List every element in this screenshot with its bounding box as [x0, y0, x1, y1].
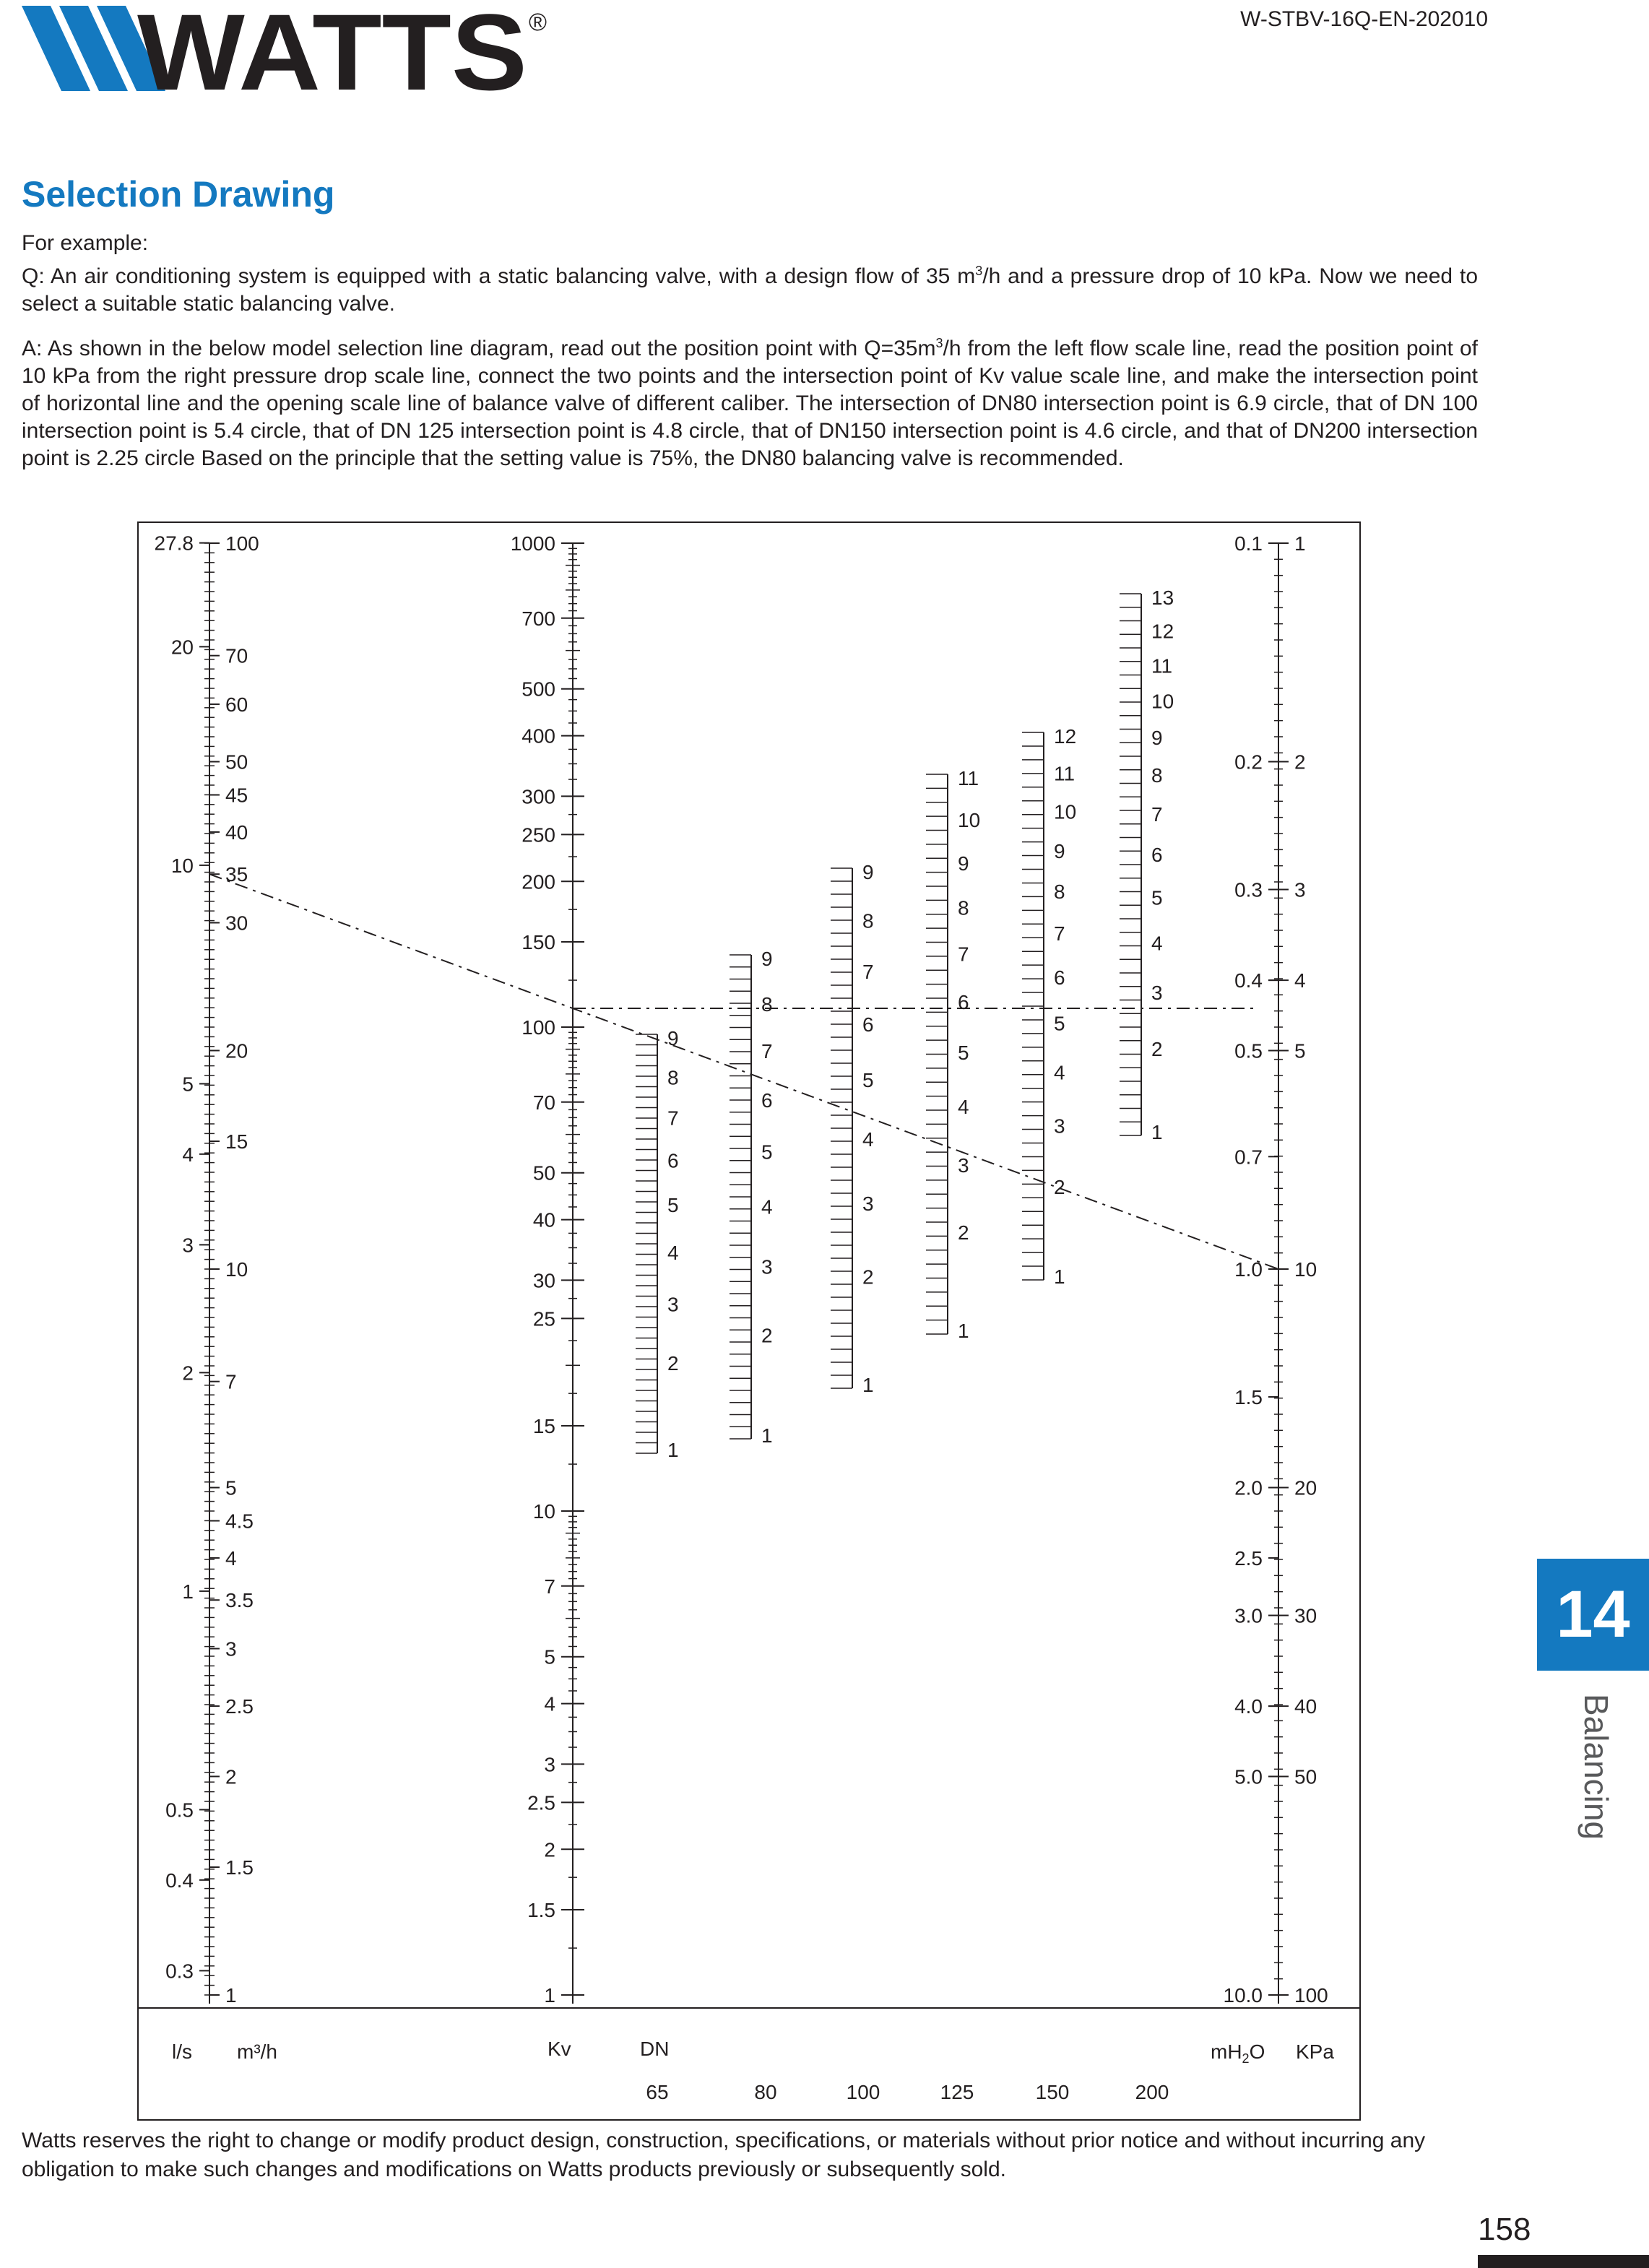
dn-200-label: 10 — [1151, 690, 1174, 713]
dn-150-label: 6 — [1054, 966, 1065, 989]
example-diagonal-line — [209, 874, 1278, 1269]
dn-100-label: 4 — [862, 1127, 874, 1151]
dn-200-label: 5 — [1151, 886, 1163, 909]
dn-200-label: 13 — [1151, 587, 1174, 609]
nomogram-frame — [138, 522, 1360, 2120]
question-superscript: 3 — [975, 264, 983, 278]
dn-80-label: 2 — [761, 1324, 773, 1347]
pressure-kpa-label: 20 — [1294, 1476, 1317, 1499]
pressure-mh2o-label: 0.1 — [1234, 532, 1263, 555]
unit-mh2o — [1211, 2040, 1265, 2066]
dn-size-150: 150 — [1035, 2081, 1070, 2103]
unit-mh2o-sub: 2 — [1242, 2051, 1250, 2066]
selection-nomogram — [137, 521, 1361, 2121]
dn-125-label: 6 — [958, 991, 969, 1014]
flow-ls-label: 0.3 — [165, 1960, 194, 1983]
kv-label: 30 — [532, 1269, 555, 1292]
flow-ls-label: 10 — [170, 854, 194, 877]
dn-125-label: 5 — [958, 1042, 969, 1065]
flow-m3h-label: 10 — [225, 1258, 248, 1281]
dn-150-label: 3 — [1054, 1114, 1065, 1138]
flow-m3h-label: 60 — [225, 693, 248, 716]
dn-150-label: 10 — [1054, 800, 1077, 823]
dn-size-125: 125 — [940, 2081, 974, 2103]
dn-150-label: 11 — [1054, 762, 1075, 785]
dn-65-label: 2 — [667, 1352, 679, 1375]
dn-100-label: 8 — [862, 909, 874, 932]
flow-m3h-label: 3 — [225, 1637, 237, 1661]
pressure-mh2o-label: 2.0 — [1234, 1476, 1263, 1499]
pressure-kpa-label: 50 — [1294, 1765, 1317, 1788]
dn-150-label: 1 — [1054, 1265, 1065, 1288]
dn-125-label: 11 — [958, 767, 979, 789]
section-title: Selection Drawing — [22, 174, 335, 215]
dn-80-label: 8 — [761, 992, 773, 1016]
flow-m3h-label: 45 — [225, 784, 248, 807]
flow-ls-label: 3 — [182, 1234, 194, 1257]
dn-65-label: 7 — [667, 1107, 679, 1130]
scale-axes — [209, 543, 1278, 2004]
example-answer — [22, 329, 1478, 472]
dn-65-label: 5 — [667, 1194, 679, 1217]
kv-label: 500 — [521, 678, 555, 701]
dn-100-label: 2 — [862, 1265, 874, 1289]
scale-unit-labels — [172, 2038, 1334, 2066]
kv-label: 70 — [532, 1091, 555, 1114]
kv-label: 3 — [544, 1753, 555, 1776]
answer-text-start: A: As shown in the below model selection line diagram, read out the position point with Q=35m — [22, 337, 936, 360]
flow-m3h-label: 1 — [225, 1984, 237, 2007]
flow-m3h-label: 2.5 — [225, 1695, 254, 1718]
flow-m3h-label: 35 — [225, 863, 248, 886]
dn-150-label: 12 — [1054, 725, 1077, 748]
dn-size-200: 200 — [1135, 2081, 1169, 2103]
dn-200-label: 8 — [1151, 764, 1163, 787]
unit-ls: l/s — [172, 2040, 192, 2063]
kv-label: 7 — [544, 1575, 555, 1598]
question-text-end: /h and a pressure drop of 10 kPa. Now we need to select a suitable static balancing valve. — [22, 264, 1479, 316]
pressure-mh2o-label: 2.5 — [1234, 1546, 1263, 1570]
dn-125-label: 1 — [958, 1320, 969, 1342]
kv-label: 1 — [544, 1984, 555, 2007]
dn-200-label: 2 — [1151, 1038, 1163, 1061]
unit-mh2o-base: mH — [1211, 2040, 1242, 2063]
flow-ls-label: 2 — [182, 1362, 194, 1385]
dn-200-label: 6 — [1151, 844, 1163, 867]
kv-label: 1000 — [510, 532, 555, 555]
dn-200-label: 12 — [1151, 620, 1174, 643]
example-intro: For example: — [22, 231, 149, 255]
flow-m3h-label: 2 — [225, 1765, 237, 1788]
dn-100-label: 1 — [862, 1374, 874, 1396]
kv-label: 4 — [544, 1692, 555, 1715]
dn-150-label: 7 — [1054, 922, 1065, 945]
flow-m3h-label: 4 — [225, 1546, 237, 1570]
dn-125-label: 7 — [958, 943, 969, 966]
pressure-mh2o-label: 0.4 — [1234, 969, 1263, 992]
dn-100-label: 5 — [862, 1068, 874, 1091]
dn-200-label: 4 — [1151, 932, 1163, 955]
flow-ls-label: 27.8 — [154, 532, 194, 555]
pressure-mh2o-label: 0.7 — [1234, 1146, 1263, 1169]
pressure-kpa-label: 1 — [1294, 532, 1306, 555]
dn-125-label: 3 — [958, 1154, 969, 1177]
unit-kpa: KPa — [1296, 2040, 1334, 2063]
dn-150-label: 4 — [1054, 1061, 1065, 1084]
kv-label: 2 — [544, 1838, 555, 1861]
kv-label: 100 — [521, 1016, 555, 1039]
answer-superscript: 3 — [935, 336, 943, 350]
pressure-mh2o-label: 0.3 — [1234, 878, 1263, 901]
kv-label: 700 — [521, 607, 555, 630]
page-number: 158 — [1478, 2212, 1531, 2247]
dn-80-label: 1 — [761, 1424, 773, 1447]
dn-125-label: 9 — [958, 852, 969, 875]
flow-m3h-label: 15 — [225, 1130, 248, 1154]
kv-label: 250 — [521, 823, 555, 847]
pressure-kpa-label: 100 — [1294, 1984, 1328, 2007]
pressure-kpa-label: 5 — [1294, 1039, 1306, 1062]
flow-m3h-label: 4.5 — [225, 1510, 254, 1533]
pressure-kpa-label: 4 — [1294, 969, 1306, 992]
pressure-kpa-label: 2 — [1294, 750, 1306, 774]
pressure-kpa-label: 3 — [1294, 878, 1306, 901]
dn-100-label: 9 — [862, 861, 874, 883]
flow-m3h-label: 30 — [225, 912, 248, 935]
flow-m3h-label: 5 — [225, 1476, 237, 1499]
kv-label: 10 — [532, 1500, 555, 1523]
kv-label: 15 — [532, 1415, 555, 1438]
dn-200-label: 7 — [1151, 802, 1163, 826]
unit-m3h: m³/h — [237, 2040, 277, 2063]
question-text-start: Q: An air conditioning system is equipped with a static balancing valve, with a design flow of 35 m — [22, 264, 976, 288]
pressure-mh2o-label: 4.0 — [1234, 1695, 1263, 1718]
logo-wordmark: WATTS — [137, 0, 527, 113]
flow-m3h-label: 50 — [225, 750, 248, 774]
flow-ls-label: 1 — [182, 1580, 194, 1603]
dn-80-label: 9 — [761, 948, 773, 970]
kv-label: 150 — [521, 931, 555, 954]
dn-150-label: 2 — [1054, 1176, 1065, 1199]
chapter-label: Balancing — [1577, 1694, 1615, 1840]
dn-125-label: 10 — [958, 809, 981, 832]
dn-80-label: 3 — [761, 1255, 773, 1278]
kv-label: 300 — [521, 785, 555, 808]
dn-65-label: 3 — [667, 1293, 679, 1316]
dn-80-label: 4 — [761, 1195, 773, 1219]
page-number-rule — [1478, 2255, 1649, 2268]
example-construction-lines — [209, 874, 1278, 1269]
pressure-mh2o-label: 0.2 — [1234, 750, 1263, 774]
dn-65-label: 8 — [667, 1066, 679, 1089]
kv-label: 400 — [521, 724, 555, 748]
flow-ls-label: 0.5 — [165, 1799, 194, 1822]
dn-150-label: 9 — [1054, 839, 1065, 862]
dn-100-label: 6 — [862, 1013, 874, 1036]
pressure-mh2o-label: 10.0 — [1223, 1984, 1263, 2007]
dn-65-label: 9 — [667, 1027, 679, 1049]
pressure-mh2o-label: 0.5 — [1234, 1039, 1263, 1062]
flow-m3h-label: 100 — [225, 532, 259, 555]
kv-label: 1.5 — [527, 1899, 555, 1922]
dn-80-label: 5 — [761, 1141, 773, 1164]
dn-65-label: 4 — [667, 1241, 679, 1264]
dn-125-label: 8 — [958, 896, 969, 919]
watts-logo — [22, 0, 547, 113]
dn-size-65: 65 — [646, 2081, 669, 2103]
registered-mark: ® — [529, 9, 547, 36]
dn-125-label: 4 — [958, 1095, 969, 1118]
pressure-kpa-label: 30 — [1294, 1604, 1317, 1627]
dn-80-label: 7 — [761, 1040, 773, 1063]
unit-dn: DN — [640, 2038, 670, 2060]
dn-200-label: 3 — [1151, 981, 1163, 1004]
unit-mh2o-end: O — [1249, 2040, 1265, 2063]
flow-m3h-label: 3.5 — [225, 1589, 254, 1612]
flow-m3h-label: 7 — [225, 1370, 237, 1393]
dn-150-label: 5 — [1054, 1012, 1065, 1035]
pressure-kpa-label: 10 — [1294, 1258, 1317, 1281]
kv-label: 50 — [532, 1161, 555, 1185]
chapter-tab: 14 — [1537, 1559, 1649, 1671]
kv-label: 200 — [521, 870, 555, 893]
dn-100-label: 3 — [862, 1192, 874, 1215]
example-question — [22, 230, 1478, 318]
unit-kv: Kv — [547, 2038, 571, 2060]
flow-ls-label: 0.4 — [165, 1869, 194, 1892]
dn-65-label: 1 — [667, 1439, 679, 1461]
dn-65-label: 6 — [667, 1149, 679, 1172]
dn-200-label: 11 — [1151, 654, 1173, 678]
pressure-mh2o-label: 5.0 — [1234, 1765, 1263, 1788]
flow-ls-label: 20 — [170, 636, 194, 659]
flow-m3h-label: 20 — [225, 1039, 248, 1062]
kv-label: 5 — [544, 1645, 555, 1668]
dn-size-labels — [646, 2081, 1169, 2103]
pressure-mh2o-label: 3.0 — [1234, 1604, 1263, 1627]
dn-100-label: 7 — [862, 960, 874, 983]
kv-label: 40 — [532, 1208, 555, 1232]
document-code: W-STBV-16Q-EN-202010 — [1240, 7, 1488, 31]
flow-m3h-label: 40 — [225, 821, 248, 844]
dn-200-label: 1 — [1151, 1121, 1163, 1143]
flow-ls-label: 4 — [182, 1143, 194, 1166]
flow-m3h-label: 1.5 — [225, 1856, 254, 1879]
kv-label: 25 — [532, 1307, 555, 1330]
footer-disclaimer: Watts reserves the right to change or modify product design, construction, specifications, or materials without prior notice and without incurring any obligation to make such changes and modifications on Watts products previously or subsequently sold. — [22, 2129, 1426, 2181]
dn-size-80: 80 — [754, 2081, 777, 2103]
flow-ls-label: 5 — [182, 1073, 194, 1096]
pressure-kpa-label: 40 — [1294, 1695, 1317, 1718]
dn-80-label: 6 — [761, 1089, 773, 1112]
dn-150-label: 8 — [1054, 880, 1065, 904]
scale-ticks — [199, 543, 1289, 1995]
pressure-mh2o-label: 1.5 — [1234, 1385, 1263, 1408]
flow-m3h-label: 70 — [225, 644, 248, 667]
dn-125-label: 2 — [958, 1221, 969, 1244]
kv-label: 2.5 — [527, 1791, 555, 1814]
dn-size-100: 100 — [846, 2081, 880, 2103]
answer-text-end: /h from the left flow scale line, read the position point of 10 kPa from the right pressure drop scale line, connect the two points and the intersection point of Kv value scale line, and make the intersection point of horizontal line and the opening scale line of balance valve of different caliber. The intersection of DN80 intersection point is 6.9 circle, that of DN 100 intersection point is 5.4 circle, that of DN 125 intersection point is 4.8 circle, that of DN150 intersection point is 4.6 circle, and that of DN200 intersection point is 2.25 circle Based on the principle that the setting value is 75%, the DN80 balancing valve is recommended. — [22, 337, 1478, 470]
pressure-mh2o-label: 1.0 — [1234, 1258, 1263, 1281]
dn-200-label: 9 — [1151, 727, 1163, 750]
